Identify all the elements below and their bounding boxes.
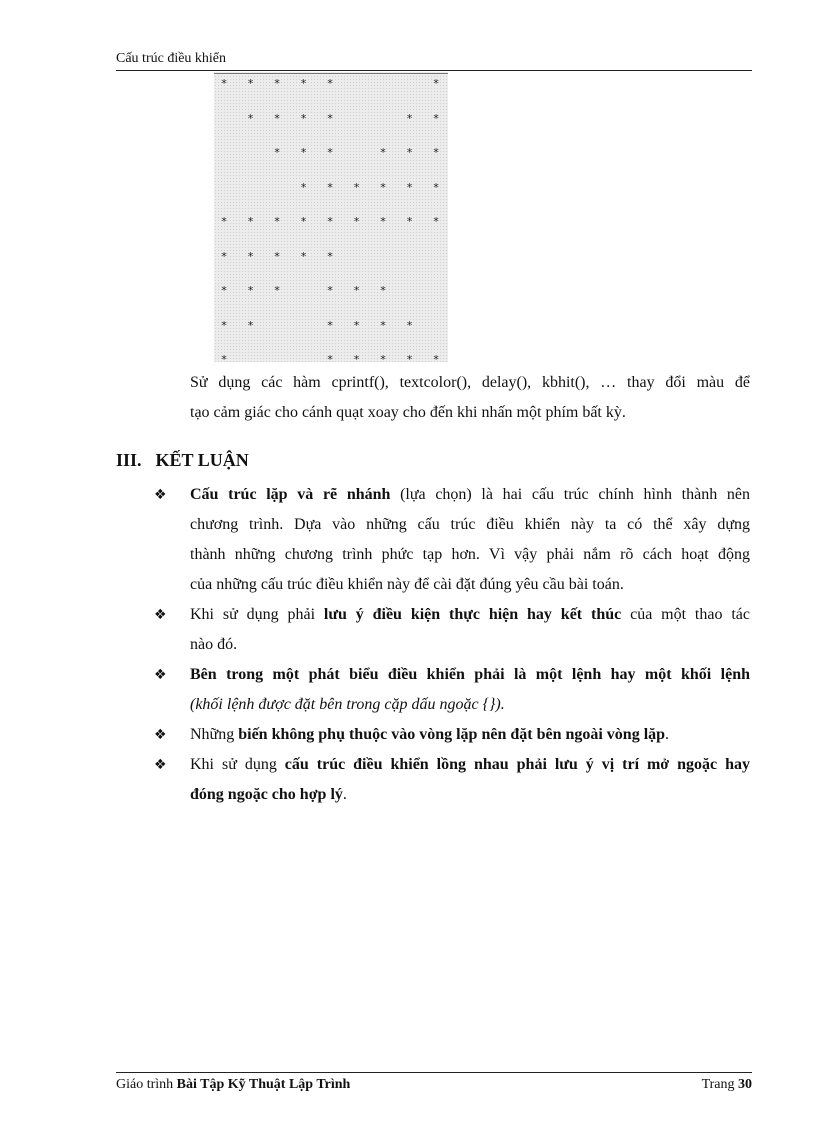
star-mark: *	[406, 318, 413, 332]
star-mark: *	[220, 215, 228, 228]
bullet-3-line-1	[190, 660, 750, 690]
bullet-2-line-2: nào đó.	[190, 636, 238, 653]
bullet-item-3	[190, 660, 750, 720]
bullet-5-line-1	[190, 750, 750, 780]
intro-paragraph	[190, 368, 750, 428]
star-mark: *	[300, 77, 307, 90]
star-mark: *	[220, 353, 228, 366]
star-mark: *	[300, 215, 307, 228]
page-footer	[116, 1072, 752, 1092]
bullet-4-pre: Những	[190, 726, 239, 743]
star-mark: *	[353, 353, 360, 366]
star-mark: *	[247, 249, 254, 263]
star-mark: *	[300, 111, 307, 125]
bullet-5-post: .	[342, 786, 347, 803]
star-mark: *	[220, 77, 228, 90]
star-mark: *	[273, 111, 281, 125]
bullet-diamond-icon: ❖	[154, 667, 167, 683]
star-mark: *	[326, 284, 334, 297]
star-mark: *	[379, 146, 387, 159]
bullet-2-line-1	[190, 600, 750, 630]
star-mark: *	[326, 318, 334, 332]
star-mark: *	[432, 146, 440, 159]
bullet-diamond-icon: ❖	[154, 607, 167, 623]
star-mark: *	[406, 146, 413, 159]
star-mark: *	[300, 180, 307, 194]
bullet-5-bold-2: đóng ngoặc cho hợp lý	[190, 786, 343, 803]
star-mark: *	[273, 77, 281, 90]
bullet-1-bold: Cấu trúc lặp và rẽ nhánh	[190, 486, 391, 503]
bullet-1-line-4: của những cấu trúc điều khiển này để cài đặt đúng yêu cầu bài toán.	[190, 576, 624, 593]
star-mark: *	[220, 318, 228, 332]
star-mark: *	[326, 146, 334, 159]
star-mark: *	[432, 215, 440, 228]
star-mark: *	[406, 180, 413, 194]
bullet-diamond-icon: ❖	[154, 757, 167, 773]
bullet-1-rest: (lựa chọn) là hai cấu trúc chính hình thành nên	[390, 486, 750, 503]
star-mark: *	[273, 284, 281, 297]
star-mark: *	[300, 146, 307, 159]
star-mark: *	[220, 249, 228, 263]
bullet-diamond-icon: ❖	[154, 487, 167, 503]
bullet-3-line-2	[190, 690, 750, 720]
bullet-3-italic: (khối lệnh được đặt bên trong cặp dấu ngoặc {}).	[190, 696, 505, 713]
star-mark: *	[326, 180, 334, 194]
star-mark: *	[247, 215, 254, 228]
figure-top-border	[214, 73, 448, 74]
star-mark: *	[379, 180, 387, 194]
bullet-item-2	[190, 600, 750, 660]
bullet-2-post: của một thao tác	[621, 606, 750, 623]
bullet-1-line-3: thành những chương trình phức tạp hơn. Vì vậy phải nắm rõ cách hoạt động	[190, 546, 750, 563]
star-mark: *	[379, 284, 387, 297]
star-mark: *	[432, 353, 440, 366]
star-mark: *	[326, 77, 334, 90]
star-mark: *	[353, 284, 360, 297]
section-heading	[116, 448, 249, 472]
star-mark: *	[273, 215, 281, 228]
header-title: Cấu trúc điều khiển	[116, 51, 227, 66]
intro-line-1: Sử dụng các hàm cprintf(), textcolor(), delay(), kbhit(), … thay đổi màu để	[190, 374, 750, 391]
footer-prefix: Giáo trình	[116, 1077, 177, 1092]
star-mark: *	[379, 215, 387, 228]
bullet-5-pre: Khi sử dụng	[190, 756, 285, 773]
bullet-item-4	[190, 720, 750, 750]
star-mark: *	[326, 249, 334, 263]
star-mark: *	[326, 215, 334, 228]
star-mark: *	[247, 111, 254, 125]
bullet-item-1	[190, 480, 750, 600]
bullet-4-bold: biến không phụ thuộc vào vòng lặp nên đặt bên ngoài vòng lặp	[238, 726, 666, 743]
star-mark: *	[379, 353, 387, 366]
footer-book	[116, 1076, 350, 1094]
star-mark: *	[379, 318, 387, 332]
star-mark: *	[406, 215, 413, 228]
star-mark: *	[432, 180, 440, 194]
bullet-2-pre: Khi sử dụng phải	[190, 606, 324, 623]
star-mark: *	[300, 249, 307, 263]
bullet-5-bold-1: cấu trúc điều khiển lồng nhau phải lưu ý vị trí mở ngoặc hay	[284, 756, 750, 773]
star-mark: *	[247, 284, 254, 297]
star-mark: *	[326, 353, 334, 366]
star-mark: *	[273, 249, 281, 263]
bullet-4-post: .	[665, 726, 670, 743]
bullet-1-line-1	[190, 480, 750, 510]
bullet-diamond-icon: ❖	[154, 727, 167, 743]
star-mark: *	[247, 318, 254, 332]
section-number: III.	[116, 450, 142, 470]
star-mark: *	[353, 318, 360, 332]
bullet-2-bold: lưu ý điều kiện thực hiện hay kết thúc	[323, 606, 622, 623]
page-header	[116, 50, 752, 71]
star-mark: *	[406, 353, 413, 366]
star-mark: *	[432, 77, 440, 90]
footer-book-title: Bài Tập Kỹ Thuật Lập Trình	[176, 1077, 351, 1092]
bullet-item-5	[190, 750, 750, 810]
star-mark: *	[326, 111, 334, 125]
footer-page	[702, 1076, 752, 1094]
section-title: KẾT LUẬN	[155, 450, 249, 470]
star-mark: *	[273, 146, 281, 159]
star-mark: *	[247, 77, 254, 90]
bullet-5-line-2	[190, 780, 750, 810]
star-mark: *	[406, 111, 413, 125]
bullet-1-line-2: chương trình. Dựa vào những cấu trúc điều khiển này ta có thể xây dựng	[190, 516, 750, 533]
footer-page-number: 30	[738, 1077, 752, 1092]
bullet-3-bold: Bên trong một phát biểu điều khiển phải là một lệnh hay một khối lệnh	[190, 666, 750, 683]
star-mark: *	[353, 180, 360, 194]
star-fan-figure	[214, 72, 448, 366]
star-mark: *	[353, 215, 360, 228]
star-mark: *	[220, 284, 228, 297]
bullet-4-line-1	[190, 720, 750, 750]
intro-line-2: tạo cảm giác cho cánh quạt xoay cho đến khi nhấn một phím bất kỳ.	[190, 404, 626, 421]
footer-page-label: Trang	[701, 1077, 738, 1092]
star-mark: *	[432, 111, 440, 125]
